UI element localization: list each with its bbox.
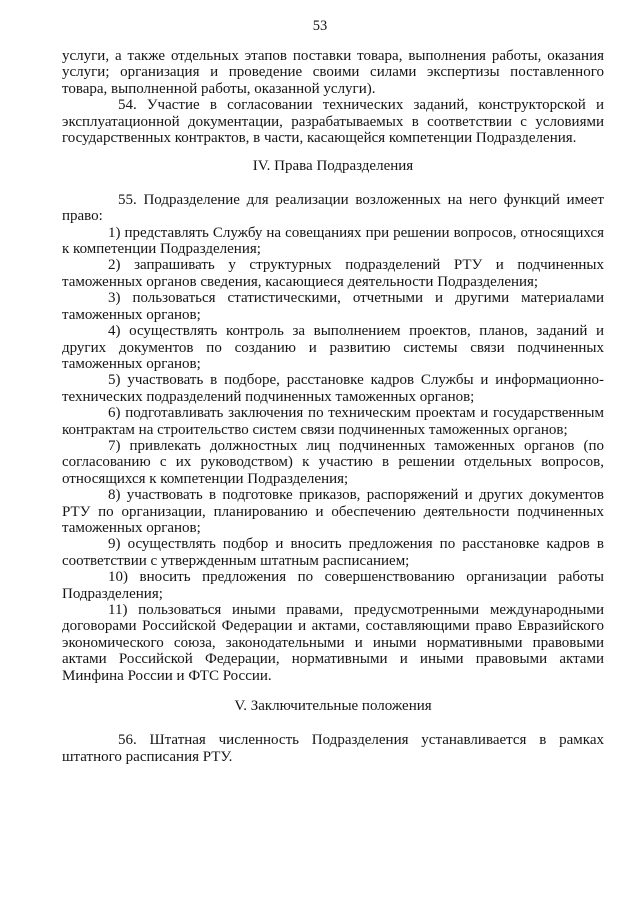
paragraph-continuation: услуги, а также отдельных этапов поставки товара, выполнения работы, оказания услуги; организация и проведение своими силами экспертизы поставленного товара, выполненной работы, оказанной услуги). — [62, 48, 604, 97]
right-item-11: 11) пользоваться иными правами, предусмотренными международными договорами Российской Федерации и актами, составляющими право Евразийского экономического союза, законодательными и иными нормативными правовыми актами Российской Федерации, нормативными и иными правовыми актами Минфина России и ФТС России. — [62, 602, 604, 684]
right-item-8: 8) участвовать в подготовке приказов, распоряжений и других документов РТУ по организации, планированию и обеспечению деятельности подчиненных таможенных органов; — [62, 487, 604, 536]
right-item-2: 2) запрашивать у структурных подразделений РТУ и подчиненных таможенных органов сведения, касающиеся деятельности Подразделения; — [62, 257, 604, 290]
document-body — [62, 48, 604, 765]
right-item-4: 4) осуществлять контроль за выполнением проектов, планов, заданий и других документов по созданию и развитию системы связи подчиненных таможенных органов; — [62, 323, 604, 372]
page-number: 53 — [312, 18, 328, 34]
right-item-6: 6) подготавливать заключения по техническим проектам и государственным контрактам на строительство систем связи подчиненных таможенных органов; — [62, 405, 604, 438]
paragraph-56: 56. Штатная численность Подразделения устанавливается в рамках штатного расписания РТУ. — [62, 732, 604, 765]
paragraph-54: 54. Участие в согласовании технических заданий, конструкторской и эксплуатационной документации, разрабатываемых в соответствии с условиями государственных контрактов, в части, касающейся компетенции Подразделения. — [62, 97, 604, 147]
paragraph-55: 55. Подразделение для реализации возложенных на него функций имеет право: — [62, 191, 604, 225]
right-item-3: 3) пользоваться статистическими, отчетными и другими материалами таможенных органов; — [62, 290, 604, 323]
right-item-1: 1) представлять Службу на совещаниях при решении вопросов, относящихся к компетенции Подразделения; — [62, 224, 604, 258]
section-heading-rights: IV. Права Подразделения — [252, 158, 414, 175]
right-item-10: 10) вносить предложения по совершенствованию организации работы Подразделения; — [62, 569, 604, 602]
right-item-7: 7) привлекать должностных лиц подчиненных таможенных органов (по согласованию с их руководством) к участию в решении отдельных вопросов, относящихся к компетенции Подразделения; — [62, 437, 604, 487]
right-item-9: 9) осуществлять подбор и вносить предложения по расстановке кадров в соответствии с утвержденным штатным расписанием; — [62, 536, 604, 569]
right-item-5: 5) участвовать в подборе, расстановке кадров Службы и информационно-технических подразделений подчиненных таможенных органов; — [62, 372, 604, 405]
section-heading-final: V. Заключительные положения — [234, 698, 432, 715]
